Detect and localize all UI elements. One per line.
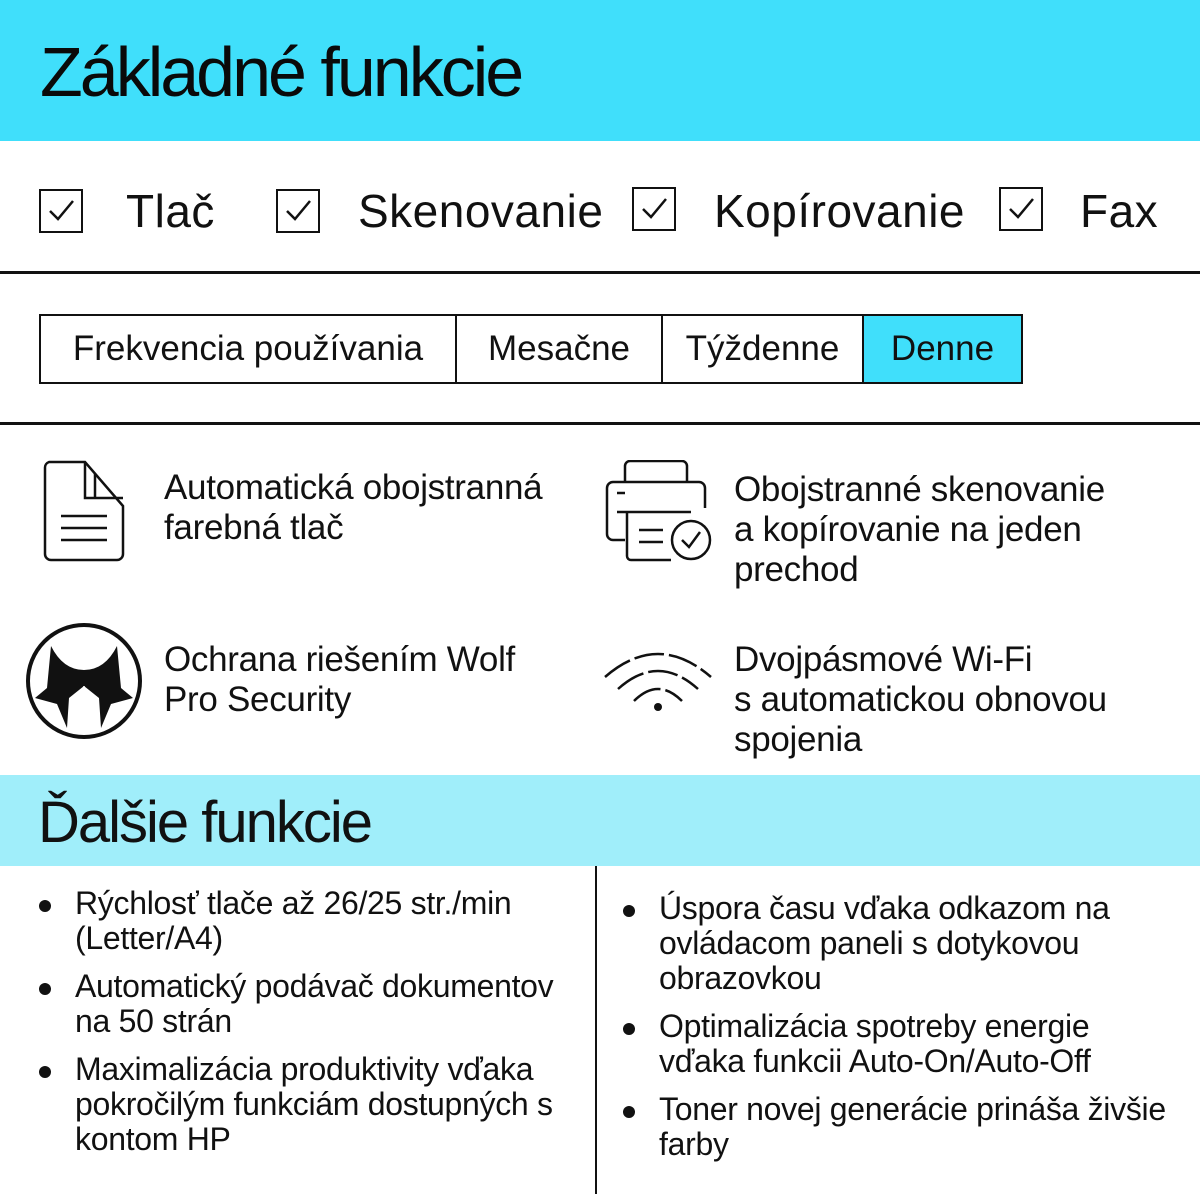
check-icon xyxy=(1007,195,1035,223)
wifi-icon xyxy=(602,645,714,715)
list-item: Rýchlosť tlače až 26/25 str./min (Letter/A4) xyxy=(39,886,569,956)
check-icon xyxy=(284,197,312,225)
wolf-security-icon xyxy=(25,622,143,740)
checkbox-fax[interactable] xyxy=(999,187,1043,231)
divider xyxy=(0,422,1200,425)
checkbox-copy[interactable] xyxy=(632,187,676,231)
frequency-option-weekly[interactable]: Týždenne xyxy=(663,316,864,382)
checkbox-scan[interactable] xyxy=(276,189,320,233)
list-item: Optimalizácia spotreby energie vďaka funkcii Auto-On/Auto-Off xyxy=(623,1009,1183,1079)
header-banner xyxy=(0,0,1200,141)
feature-text: Dvojpásmové Wi-Fi s automatickou obnovou spojenia xyxy=(734,640,1107,759)
frequency-option-daily[interactable]: Denne xyxy=(864,316,1021,382)
usage-frequency-selector xyxy=(39,314,1023,384)
function-label: Kopírovanie xyxy=(714,185,965,237)
divider xyxy=(0,271,1200,274)
check-icon xyxy=(640,195,668,223)
list-item: Toner novej generácie prináša živšie farby xyxy=(623,1092,1183,1162)
feature-text: Automatická obojstranná farebná tlač xyxy=(164,468,543,547)
checkbox-print[interactable] xyxy=(39,189,83,233)
list-item: Úspora času vďaka odkazom na ovládacom paneli s dotykovou obrazovkou xyxy=(623,891,1183,996)
frequency-label: Frekvencia používania xyxy=(41,316,457,382)
function-label: Skenovanie xyxy=(358,185,604,237)
list-item: Maximalizácia produktivity vďaka pokročilým funkciám dostupných s kontom HP xyxy=(39,1052,569,1157)
list-item: Automatický podávač dokumentov na 50 strán xyxy=(39,969,569,1039)
more-features-banner xyxy=(0,775,1200,866)
function-label: Fax xyxy=(1080,185,1159,237)
features-list-left xyxy=(39,886,569,1170)
feature-text: Obojstranné skenovanie a kopírovanie na jeden prechod xyxy=(734,470,1105,589)
function-label: Tlač xyxy=(126,185,215,237)
document-icon xyxy=(43,460,127,562)
feature-text: Ochrana riešením Wolf Pro Security xyxy=(164,640,515,719)
check-icon xyxy=(47,197,75,225)
features-list-right xyxy=(623,891,1183,1175)
section-title: Ďalšie funkcie xyxy=(38,790,372,855)
column-divider xyxy=(595,866,597,1194)
printer-check-icon xyxy=(605,460,715,562)
frequency-option-monthly[interactable]: Mesačne xyxy=(457,316,663,382)
page-title: Základné funkcie xyxy=(40,33,522,111)
